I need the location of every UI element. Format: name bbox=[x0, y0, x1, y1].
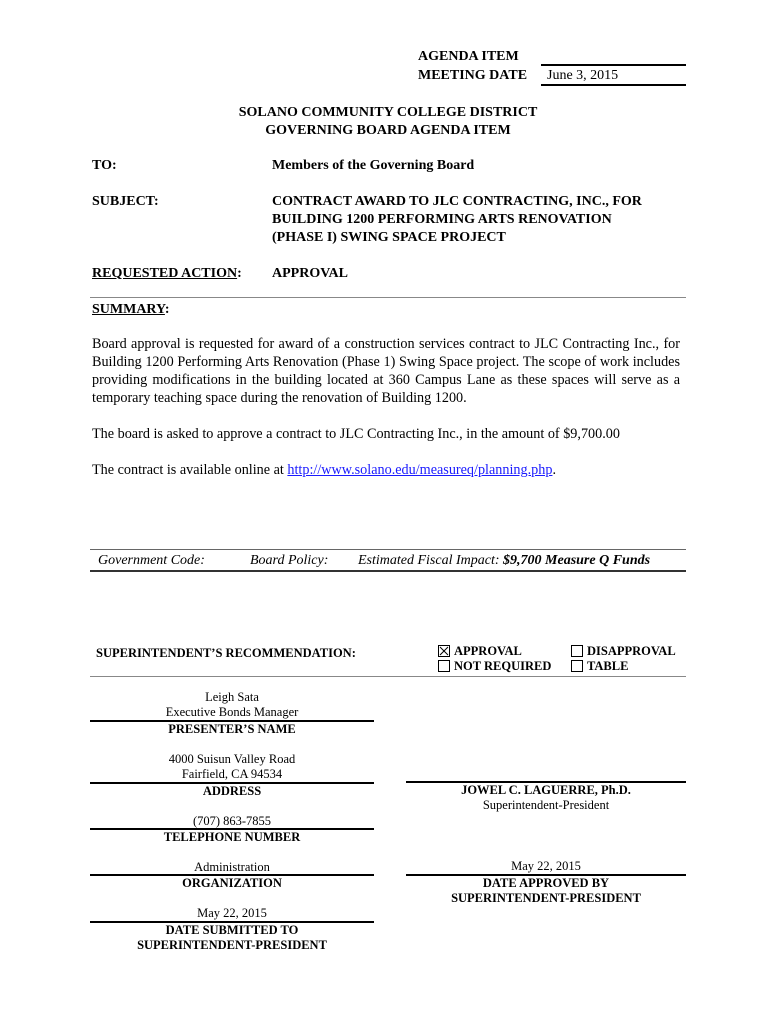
address-line-1: 4000 Suisun Valley Road bbox=[168, 752, 296, 766]
date-submitted-value: May 22, 2015 bbox=[197, 906, 267, 920]
disapproval-label: DISAPPROVAL bbox=[587, 644, 676, 658]
not-required-checkbox[interactable] bbox=[438, 660, 450, 672]
date-submitted-label-1: DATE SUBMITTED TO bbox=[165, 923, 299, 937]
agenda-item-label: AGENDA ITEM bbox=[418, 49, 519, 64]
address-label: ADDRESS bbox=[202, 784, 262, 798]
fiscal-impact-value: $9,700 Measure Q Funds bbox=[503, 553, 651, 568]
not-required-label: NOT REQUIRED bbox=[454, 659, 552, 673]
table-label: TABLE bbox=[587, 659, 629, 673]
superintendent-title: Superintendent-President bbox=[482, 798, 610, 812]
date-approved-label-1: DATE APPROVED BY bbox=[482, 876, 610, 890]
to-value: Members of the Governing Board bbox=[272, 158, 475, 173]
board-policy-label: Board Policy: bbox=[250, 553, 329, 568]
fiscal-impact-label: Estimated Fiscal Impact: bbox=[358, 553, 500, 568]
to-label: TO: bbox=[92, 158, 117, 173]
subject-line-2: BUILDING 1200 PERFORMING ARTS RENOVATION bbox=[272, 212, 612, 227]
table-checkbox[interactable] bbox=[571, 660, 583, 672]
summary-heading-wrap bbox=[92, 301, 170, 318]
organization-label: ORGANIZATION bbox=[182, 876, 282, 890]
summary-paragraph-1: Board approval is requested for award of a construction services contract to JLC Contracting Inc., for Building 1200 Performing Arts Renovation (Phase 1) Swing Space project. The scope of work includes providing modifications in the building located at 360 Campus Lane as these spaces will serve as a temporary teaching space during the renovation of Building 1200. bbox=[92, 336, 680, 406]
requested-action-label: REQUESTED ACTION bbox=[92, 266, 238, 281]
address-line-2: Fairfield, CA 94534 bbox=[181, 767, 283, 781]
subject-line-3: (PHASE I) SWING SPACE PROJECT bbox=[272, 230, 506, 245]
divider-summary bbox=[90, 297, 686, 298]
date-approved-label-2: SUPERINTENDENT-PRESIDENT bbox=[451, 891, 641, 905]
date-submitted-label-2: SUPERINTENDENT-PRESIDENT bbox=[137, 938, 327, 952]
recommendation-label: SUPERINTENDENT’S RECOMMENDATION: bbox=[96, 646, 356, 660]
summary-heading: SUMMARY bbox=[92, 302, 165, 317]
date-approved-value: May 22, 2015 bbox=[511, 859, 581, 873]
fiscal-impact bbox=[358, 552, 650, 569]
summary-paragraph-2: The board is asked to approve a contract to JLC Contracting Inc., in the amount of $9,700.00 bbox=[92, 426, 620, 442]
contract-text: The contract is available online at bbox=[92, 462, 288, 478]
agenda-title: GOVERNING BOARD AGENDA ITEM bbox=[265, 123, 511, 138]
meeting-date-label: MEETING DATE bbox=[418, 68, 528, 83]
district-title: SOLANO COMMUNITY COLLEGE DISTRICT bbox=[238, 105, 538, 120]
codes-bottom-line bbox=[90, 570, 686, 572]
contract-link[interactable]: http://www.solano.edu/measureq/planning.php bbox=[287, 462, 553, 478]
option-table[interactable] bbox=[571, 659, 628, 674]
agenda-item-line bbox=[541, 64, 686, 66]
presenter-title: Executive Bonds Manager bbox=[165, 705, 299, 719]
telephone-value: (707) 863-7855 bbox=[192, 814, 272, 828]
government-code-label: Government Code: bbox=[98, 553, 205, 568]
recommendation-divider bbox=[90, 676, 686, 677]
organization-value: Administration bbox=[194, 860, 270, 874]
subject-label: SUBJECT: bbox=[92, 194, 159, 209]
requested-action-label-wrap bbox=[92, 265, 242, 282]
approval-checkbox[interactable] bbox=[438, 645, 450, 657]
requested-action-colon: : bbox=[237, 266, 242, 281]
subject-line-1: CONTRACT AWARD TO JLC CONTRACTING, INC., FOR bbox=[272, 194, 642, 209]
contract-text-end: . bbox=[552, 462, 556, 478]
requested-action-value: APPROVAL bbox=[272, 266, 348, 281]
disapproval-checkbox[interactable] bbox=[571, 645, 583, 657]
meeting-date-line bbox=[541, 84, 686, 86]
meeting-date-value: June 3, 2015 bbox=[547, 68, 619, 83]
approval-label: APPROVAL bbox=[454, 644, 522, 658]
codes-top-line bbox=[90, 549, 686, 550]
summary-heading-colon: : bbox=[164, 302, 170, 317]
summary-paragraph-3 bbox=[92, 461, 682, 479]
option-not-required[interactable] bbox=[438, 659, 551, 674]
option-disapproval[interactable] bbox=[571, 644, 676, 659]
telephone-label: TELEPHONE NUMBER bbox=[163, 830, 301, 844]
option-approval[interactable] bbox=[438, 644, 522, 659]
presenter-name: Leigh Sata bbox=[205, 690, 259, 704]
checkmark-x-icon bbox=[439, 646, 449, 656]
presenter-name-label: PRESENTER’S NAME bbox=[168, 722, 296, 736]
superintendent-name: JOWEL C. LAGUERRE, Ph.D. bbox=[461, 783, 631, 797]
